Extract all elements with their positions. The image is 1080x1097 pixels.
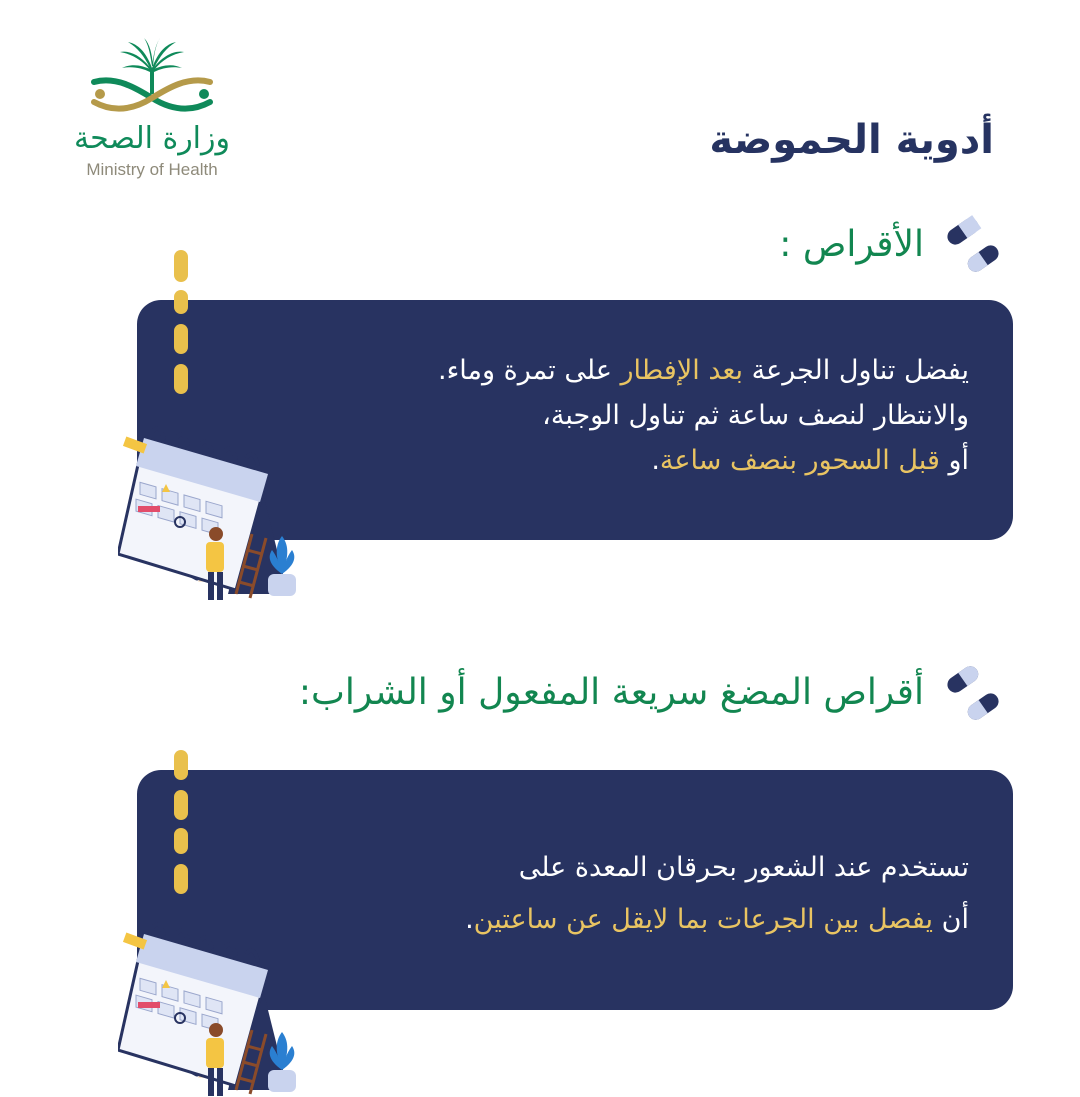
palm-swords-emblem-icon <box>86 36 218 116</box>
capsules-icon <box>942 662 1004 724</box>
logo-arabic-name: وزارة الصحة <box>74 121 230 156</box>
card-line: تستخدم عند الشعور بحرقان المعدة على <box>518 852 969 883</box>
card-line: أو قبل السحور بنصف ساعة. <box>651 445 969 476</box>
card-line: أن يفصل بين الجرعات بما لايقل عن ساعتين. <box>465 904 969 935</box>
section-heading-text: أقراص المضغ سريعة المفعول أو الشراب: <box>298 672 924 713</box>
section-heading-tablets <box>779 214 1004 276</box>
card-line: والانتظار لنصف ساعة ثم تناول الوجبة، <box>542 400 969 431</box>
highlighted-text: قبل السحور بنصف ساعة <box>659 445 940 476</box>
card-line: يفضل تناول الجرعة بعد الإفطار على تمرة وماء. <box>438 355 969 386</box>
page-title: أدوية الحموضة <box>709 117 994 163</box>
calendar-illustration-icon <box>118 424 308 604</box>
capsules-icon <box>942 214 1004 276</box>
section-heading-chewables <box>299 662 1004 724</box>
section-heading-text: الأقراص : <box>779 224 924 265</box>
ministry-logo <box>62 36 242 186</box>
highlighted-text: بعد الإفطار <box>620 355 744 386</box>
calendar-illustration-icon <box>118 920 308 1097</box>
highlighted-text: يفصل بين الجرعات بما لايقل عن ساعتين <box>473 904 934 935</box>
logo-english-name: Ministry of Health <box>86 160 218 179</box>
